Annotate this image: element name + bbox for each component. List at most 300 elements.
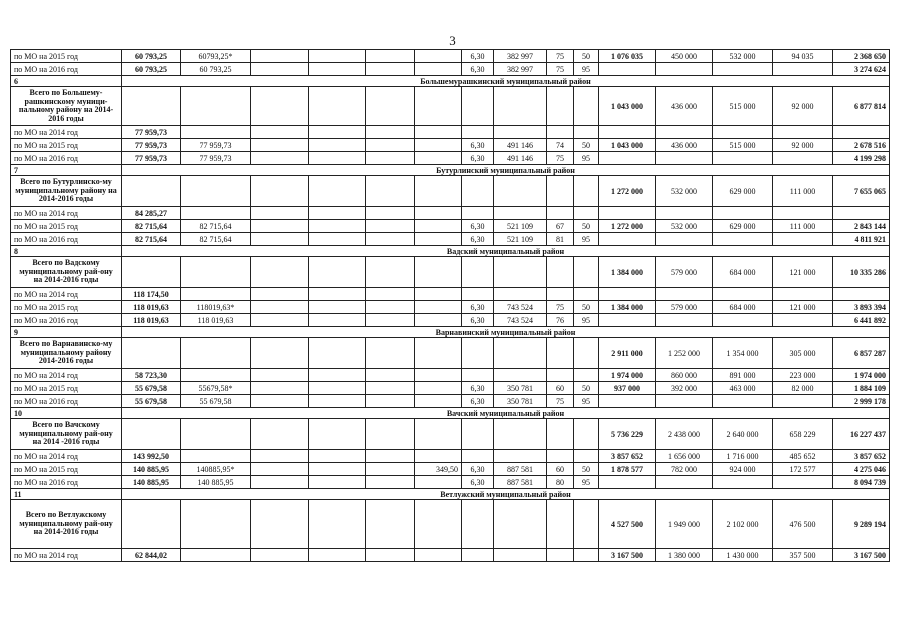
cell-col-2: 140 885,95 xyxy=(181,476,251,489)
cell-col-8: 350 781 xyxy=(494,395,547,408)
cell-col-14: 92 000 xyxy=(773,87,833,126)
cell-col-7: 6,30 xyxy=(462,233,494,246)
table-row xyxy=(11,395,890,408)
section-number: 8 xyxy=(11,246,122,257)
cell-col-12 xyxy=(656,126,713,139)
cell-col-6 xyxy=(415,450,462,463)
cell-col-14: 111 000 xyxy=(773,220,833,233)
cell-col-11: 1 043 000 xyxy=(599,139,656,152)
cell-col-12 xyxy=(656,395,713,408)
cell-col-11: 937 000 xyxy=(599,382,656,395)
section-row xyxy=(11,408,890,419)
cell-col-4 xyxy=(309,419,366,450)
cell-col-5 xyxy=(366,63,415,76)
cell-col-1: 118 019,63 xyxy=(122,314,181,327)
cell-col-9 xyxy=(547,369,574,382)
cell-col-4 xyxy=(309,288,366,301)
row-label: по МО на 2015 год xyxy=(11,463,122,476)
cell-col-2: 118 019,63 xyxy=(181,314,251,327)
cell-col-7 xyxy=(462,369,494,382)
cell-col-7 xyxy=(462,419,494,450)
cell-col-12: 532 000 xyxy=(656,220,713,233)
cell-col-2: 77 959,73 xyxy=(181,139,251,152)
cell-col-4 xyxy=(309,87,366,126)
cell-col-4 xyxy=(309,139,366,152)
cell-col-9 xyxy=(547,549,574,562)
cell-col-7 xyxy=(462,257,494,288)
cell-col-1: 55 679,58 xyxy=(122,395,181,408)
cell-col-10 xyxy=(574,369,599,382)
row-label: по МО на 2016 год xyxy=(11,233,122,246)
cell-col-2 xyxy=(181,87,251,126)
cell-col-5 xyxy=(366,314,415,327)
cell-col-2 xyxy=(181,450,251,463)
cell-col-8 xyxy=(494,207,547,220)
cell-col-4 xyxy=(309,301,366,314)
cell-col-8 xyxy=(494,500,547,549)
total-row xyxy=(11,176,890,207)
district-title: Вадский муниципальный район xyxy=(122,246,890,257)
cell-col-1: 82 715,64 xyxy=(122,233,181,246)
cell-col-13 xyxy=(713,126,773,139)
cell-col-12 xyxy=(656,476,713,489)
cell-col-8: 382 997 xyxy=(494,63,547,76)
district-title: Варнавинский муниципальный район xyxy=(122,327,890,338)
cell-col-8: 382 997 xyxy=(494,50,547,63)
section-number: 7 xyxy=(11,165,122,176)
table-row xyxy=(11,152,890,165)
cell-col-3 xyxy=(251,176,309,207)
cell-col-4 xyxy=(309,63,366,76)
section-number: 6 xyxy=(11,76,122,87)
cell-col-15: 7 655 065 xyxy=(833,176,890,207)
cell-col-5 xyxy=(366,463,415,476)
row-label: Всего по Большему-рашкинскому муници-пальному району на 2014-2016 годы xyxy=(11,87,122,126)
cell-col-5 xyxy=(366,419,415,450)
cell-col-8: 491 146 xyxy=(494,152,547,165)
cell-col-8 xyxy=(494,450,547,463)
cell-col-10: 50 xyxy=(574,382,599,395)
cell-col-1: 140 885,95 xyxy=(122,463,181,476)
cell-col-5 xyxy=(366,207,415,220)
cell-col-6 xyxy=(415,50,462,63)
cell-col-10: 50 xyxy=(574,50,599,63)
section-row xyxy=(11,76,890,87)
cell-col-15 xyxy=(833,126,890,139)
cell-col-13: 629 000 xyxy=(713,220,773,233)
cell-col-10: 50 xyxy=(574,301,599,314)
cell-col-2 xyxy=(181,126,251,139)
cell-col-9: 60 xyxy=(547,382,574,395)
row-label: Всего по Варнавинско-му муниципальному району 2014-2016 годы xyxy=(11,338,122,369)
cell-col-6 xyxy=(415,549,462,562)
cell-col-15: 3 167 500 xyxy=(833,549,890,562)
cell-col-2: 60 793,25 xyxy=(181,63,251,76)
cell-col-1: 60 793,25 xyxy=(122,50,181,63)
cell-col-14: 658 229 xyxy=(773,419,833,450)
cell-col-3 xyxy=(251,257,309,288)
cell-col-13: 924 000 xyxy=(713,463,773,476)
cell-col-12: 1 252 000 xyxy=(656,338,713,369)
cell-col-6 xyxy=(415,301,462,314)
cell-col-3 xyxy=(251,500,309,549)
cell-col-14 xyxy=(773,314,833,327)
cell-col-13 xyxy=(713,476,773,489)
cell-col-11: 1 272 000 xyxy=(599,176,656,207)
cell-col-14 xyxy=(773,207,833,220)
cell-col-14: 223 000 xyxy=(773,369,833,382)
row-label: по МО на 2014 год xyxy=(11,549,122,562)
cell-col-9: 81 xyxy=(547,233,574,246)
table-row xyxy=(11,220,890,233)
funding-table xyxy=(10,49,890,562)
row-label: по МО на 2014 год xyxy=(11,450,122,463)
cell-col-8: 491 146 xyxy=(494,139,547,152)
cell-col-14 xyxy=(773,395,833,408)
cell-col-8: 521 109 xyxy=(494,233,547,246)
cell-col-15 xyxy=(833,207,890,220)
cell-col-6 xyxy=(415,419,462,450)
cell-col-4 xyxy=(309,314,366,327)
cell-col-1: 58 723,30 xyxy=(122,369,181,382)
cell-col-8: 743 524 xyxy=(494,301,547,314)
cell-col-14: 121 000 xyxy=(773,301,833,314)
cell-col-12: 436 000 xyxy=(656,87,713,126)
total-row xyxy=(11,500,890,549)
cell-col-3 xyxy=(251,126,309,139)
cell-col-4 xyxy=(309,500,366,549)
cell-col-14 xyxy=(773,63,833,76)
cell-col-12: 579 000 xyxy=(656,257,713,288)
cell-col-13 xyxy=(713,152,773,165)
cell-col-1: 143 992,50 xyxy=(122,450,181,463)
cell-col-8 xyxy=(494,288,547,301)
cell-col-6 xyxy=(415,476,462,489)
total-row xyxy=(11,338,890,369)
cell-col-1: 77 959,73 xyxy=(122,139,181,152)
cell-col-9 xyxy=(547,207,574,220)
page-number: 3 xyxy=(449,33,456,48)
cell-col-5 xyxy=(366,369,415,382)
cell-col-5 xyxy=(366,338,415,369)
cell-col-14: 92 000 xyxy=(773,139,833,152)
cell-col-8 xyxy=(494,257,547,288)
cell-col-6 xyxy=(415,395,462,408)
cell-col-11: 1 384 000 xyxy=(599,257,656,288)
cell-col-14: 82 000 xyxy=(773,382,833,395)
cell-col-6 xyxy=(415,207,462,220)
cell-col-12: 532 000 xyxy=(656,176,713,207)
total-row xyxy=(11,87,890,126)
cell-col-3 xyxy=(251,63,309,76)
cell-col-15: 4 811 921 xyxy=(833,233,890,246)
cell-col-8: 521 109 xyxy=(494,220,547,233)
cell-col-13: 515 000 xyxy=(713,87,773,126)
cell-col-14: 476 500 xyxy=(773,500,833,549)
cell-col-5 xyxy=(366,176,415,207)
cell-col-1: 84 285,27 xyxy=(122,207,181,220)
cell-col-13 xyxy=(713,314,773,327)
cell-col-9 xyxy=(547,176,574,207)
cell-col-7: 6,30 xyxy=(462,301,494,314)
cell-col-11: 5 736 229 xyxy=(599,419,656,450)
section-number: 11 xyxy=(11,489,122,500)
cell-col-13: 629 000 xyxy=(713,176,773,207)
cell-col-11 xyxy=(599,63,656,76)
cell-col-13 xyxy=(713,233,773,246)
cell-col-13: 1 716 000 xyxy=(713,450,773,463)
cell-col-7: 6,30 xyxy=(462,50,494,63)
table-row xyxy=(11,450,890,463)
section-number: 10 xyxy=(11,408,122,419)
cell-col-2: 60793,25* xyxy=(181,50,251,63)
cell-col-4 xyxy=(309,338,366,369)
cell-col-15: 10 335 286 xyxy=(833,257,890,288)
cell-col-11 xyxy=(599,207,656,220)
cell-col-4 xyxy=(309,220,366,233)
row-label: по МО на 2014 год xyxy=(11,369,122,382)
cell-col-3 xyxy=(251,139,309,152)
cell-col-1: 62 844,02 xyxy=(122,549,181,562)
cell-col-13: 684 000 xyxy=(713,301,773,314)
cell-col-5 xyxy=(366,139,415,152)
cell-col-2 xyxy=(181,419,251,450)
cell-col-1: 82 715,64 xyxy=(122,220,181,233)
cell-col-9 xyxy=(547,126,574,139)
row-label: по МО на 2014 год xyxy=(11,126,122,139)
cell-col-1 xyxy=(122,87,181,126)
cell-col-7: 6,30 xyxy=(462,382,494,395)
cell-col-9: 74 xyxy=(547,139,574,152)
table-row xyxy=(11,549,890,562)
cell-col-7: 6,30 xyxy=(462,476,494,489)
cell-col-14 xyxy=(773,476,833,489)
cell-col-15: 4 275 046 xyxy=(833,463,890,476)
cell-col-9 xyxy=(547,338,574,369)
cell-col-6 xyxy=(415,314,462,327)
cell-col-7 xyxy=(462,288,494,301)
total-row xyxy=(11,257,890,288)
cell-col-12 xyxy=(656,207,713,220)
cell-col-5 xyxy=(366,500,415,549)
cell-col-6 xyxy=(415,126,462,139)
cell-col-14: 121 000 xyxy=(773,257,833,288)
cell-col-9 xyxy=(547,288,574,301)
cell-col-10 xyxy=(574,288,599,301)
cell-col-6 xyxy=(415,500,462,549)
cell-col-4 xyxy=(309,233,366,246)
cell-col-2: 77 959,73 xyxy=(181,152,251,165)
cell-col-2: 82 715,64 xyxy=(181,233,251,246)
row-label: по МО на 2014 год xyxy=(11,288,122,301)
cell-col-6 xyxy=(415,152,462,165)
cell-col-9 xyxy=(547,450,574,463)
cell-col-13 xyxy=(713,395,773,408)
cell-col-12: 436 000 xyxy=(656,139,713,152)
cell-col-14 xyxy=(773,152,833,165)
cell-col-15 xyxy=(833,288,890,301)
cell-col-9: 76 xyxy=(547,314,574,327)
cell-col-4 xyxy=(309,207,366,220)
cell-col-1 xyxy=(122,419,181,450)
cell-col-7 xyxy=(462,207,494,220)
cell-col-1: 140 885,95 xyxy=(122,476,181,489)
cell-col-13 xyxy=(713,63,773,76)
cell-col-1: 118 174,50 xyxy=(122,288,181,301)
cell-col-2 xyxy=(181,288,251,301)
cell-col-2 xyxy=(181,549,251,562)
cell-col-11: 1 384 000 xyxy=(599,301,656,314)
cell-col-12: 782 000 xyxy=(656,463,713,476)
cell-col-15: 2 368 650 xyxy=(833,50,890,63)
cell-col-2 xyxy=(181,176,251,207)
cell-col-10: 50 xyxy=(574,139,599,152)
cell-col-14: 94 035 xyxy=(773,50,833,63)
cell-col-11: 4 527 500 xyxy=(599,500,656,549)
cell-col-13: 532 000 xyxy=(713,50,773,63)
cell-col-5 xyxy=(366,152,415,165)
cell-col-10 xyxy=(574,257,599,288)
cell-col-4 xyxy=(309,395,366,408)
cell-col-14 xyxy=(773,288,833,301)
cell-col-15: 3 857 652 xyxy=(833,450,890,463)
cell-col-9: 60 xyxy=(547,463,574,476)
cell-col-15: 9 289 194 xyxy=(833,500,890,549)
cell-col-11: 1 974 000 xyxy=(599,369,656,382)
cell-col-3 xyxy=(251,463,309,476)
cell-col-6 xyxy=(415,369,462,382)
cell-col-12: 450 000 xyxy=(656,50,713,63)
cell-col-7 xyxy=(462,338,494,369)
cell-col-11 xyxy=(599,233,656,246)
cell-col-5 xyxy=(366,257,415,288)
cell-col-11: 1 878 577 xyxy=(599,463,656,476)
cell-col-1 xyxy=(122,500,181,549)
cell-col-4 xyxy=(309,463,366,476)
cell-col-5 xyxy=(366,549,415,562)
cell-col-5 xyxy=(366,450,415,463)
cell-col-14: 305 000 xyxy=(773,338,833,369)
cell-col-6 xyxy=(415,87,462,126)
cell-col-8 xyxy=(494,549,547,562)
cell-col-7 xyxy=(462,87,494,126)
district-title: Вачский муниципальный район xyxy=(122,408,890,419)
cell-col-2: 140885,95* xyxy=(181,463,251,476)
cell-col-12 xyxy=(656,233,713,246)
cell-col-15: 2 843 144 xyxy=(833,220,890,233)
cell-col-4 xyxy=(309,152,366,165)
table-row xyxy=(11,288,890,301)
table-row xyxy=(11,476,890,489)
cell-col-4 xyxy=(309,369,366,382)
cell-col-2 xyxy=(181,207,251,220)
cell-col-11: 2 911 000 xyxy=(599,338,656,369)
section-row xyxy=(11,165,890,176)
cell-col-15: 6 857 287 xyxy=(833,338,890,369)
table-row xyxy=(11,233,890,246)
cell-col-3 xyxy=(251,288,309,301)
cell-col-11 xyxy=(599,126,656,139)
cell-col-10 xyxy=(574,450,599,463)
cell-col-9 xyxy=(547,87,574,126)
row-label: по МО на 2015 год xyxy=(11,139,122,152)
table-row xyxy=(11,63,890,76)
cell-col-10: 95 xyxy=(574,233,599,246)
cell-col-7: 6,30 xyxy=(462,152,494,165)
cell-col-3 xyxy=(251,395,309,408)
cell-col-15: 2 678 516 xyxy=(833,139,890,152)
cell-col-15: 2 999 178 xyxy=(833,395,890,408)
cell-col-4 xyxy=(309,549,366,562)
cell-col-2: 55679,58* xyxy=(181,382,251,395)
cell-col-3 xyxy=(251,152,309,165)
cell-col-10: 50 xyxy=(574,463,599,476)
cell-col-3 xyxy=(251,369,309,382)
cell-col-7: 6,30 xyxy=(462,139,494,152)
cell-col-11: 1 272 000 xyxy=(599,220,656,233)
cell-col-11 xyxy=(599,395,656,408)
cell-col-1: 77 959,73 xyxy=(122,126,181,139)
cell-col-6 xyxy=(415,382,462,395)
cell-col-3 xyxy=(251,419,309,450)
cell-col-6: 349,50 xyxy=(415,463,462,476)
cell-col-7: 6,30 xyxy=(462,220,494,233)
cell-col-2 xyxy=(181,338,251,369)
section-row xyxy=(11,327,890,338)
cell-col-3 xyxy=(251,87,309,126)
cell-col-4 xyxy=(309,257,366,288)
cell-col-6 xyxy=(415,220,462,233)
cell-col-3 xyxy=(251,338,309,369)
cell-col-5 xyxy=(366,301,415,314)
cell-col-3 xyxy=(251,233,309,246)
row-label: по МО на 2015 год xyxy=(11,301,122,314)
cell-col-9: 80 xyxy=(547,476,574,489)
cell-col-12 xyxy=(656,63,713,76)
cell-col-8 xyxy=(494,338,547,369)
cell-col-5 xyxy=(366,126,415,139)
cell-col-15: 4 199 298 xyxy=(833,152,890,165)
cell-col-5 xyxy=(366,476,415,489)
row-label: по МО на 2016 год xyxy=(11,152,122,165)
row-label: Всего по Вачскому муниципальному рай-ону на 2014 -2016 годы xyxy=(11,419,122,450)
cell-col-13: 2 102 000 xyxy=(713,500,773,549)
cell-col-8 xyxy=(494,176,547,207)
cell-col-3 xyxy=(251,549,309,562)
cell-col-10 xyxy=(574,207,599,220)
cell-col-10 xyxy=(574,87,599,126)
cell-col-3 xyxy=(251,301,309,314)
cell-col-11 xyxy=(599,288,656,301)
cell-col-10: 95 xyxy=(574,152,599,165)
cell-col-13: 463 000 xyxy=(713,382,773,395)
section-number: 9 xyxy=(11,327,122,338)
cell-col-12 xyxy=(656,314,713,327)
cell-col-15: 6 877 814 xyxy=(833,87,890,126)
cell-col-10 xyxy=(574,338,599,369)
cell-col-14: 172 577 xyxy=(773,463,833,476)
row-label: по МО на 2015 год xyxy=(11,382,122,395)
cell-col-10 xyxy=(574,500,599,549)
cell-col-12 xyxy=(656,152,713,165)
row-label: Всего по Бутурлинско-му муниципальному району на 2014-2016 годы xyxy=(11,176,122,207)
cell-col-7: 6,30 xyxy=(462,63,494,76)
cell-col-10: 50 xyxy=(574,220,599,233)
cell-col-8: 887 581 xyxy=(494,476,547,489)
cell-col-3 xyxy=(251,314,309,327)
cell-col-8 xyxy=(494,419,547,450)
cell-col-2: 55 679,58 xyxy=(181,395,251,408)
